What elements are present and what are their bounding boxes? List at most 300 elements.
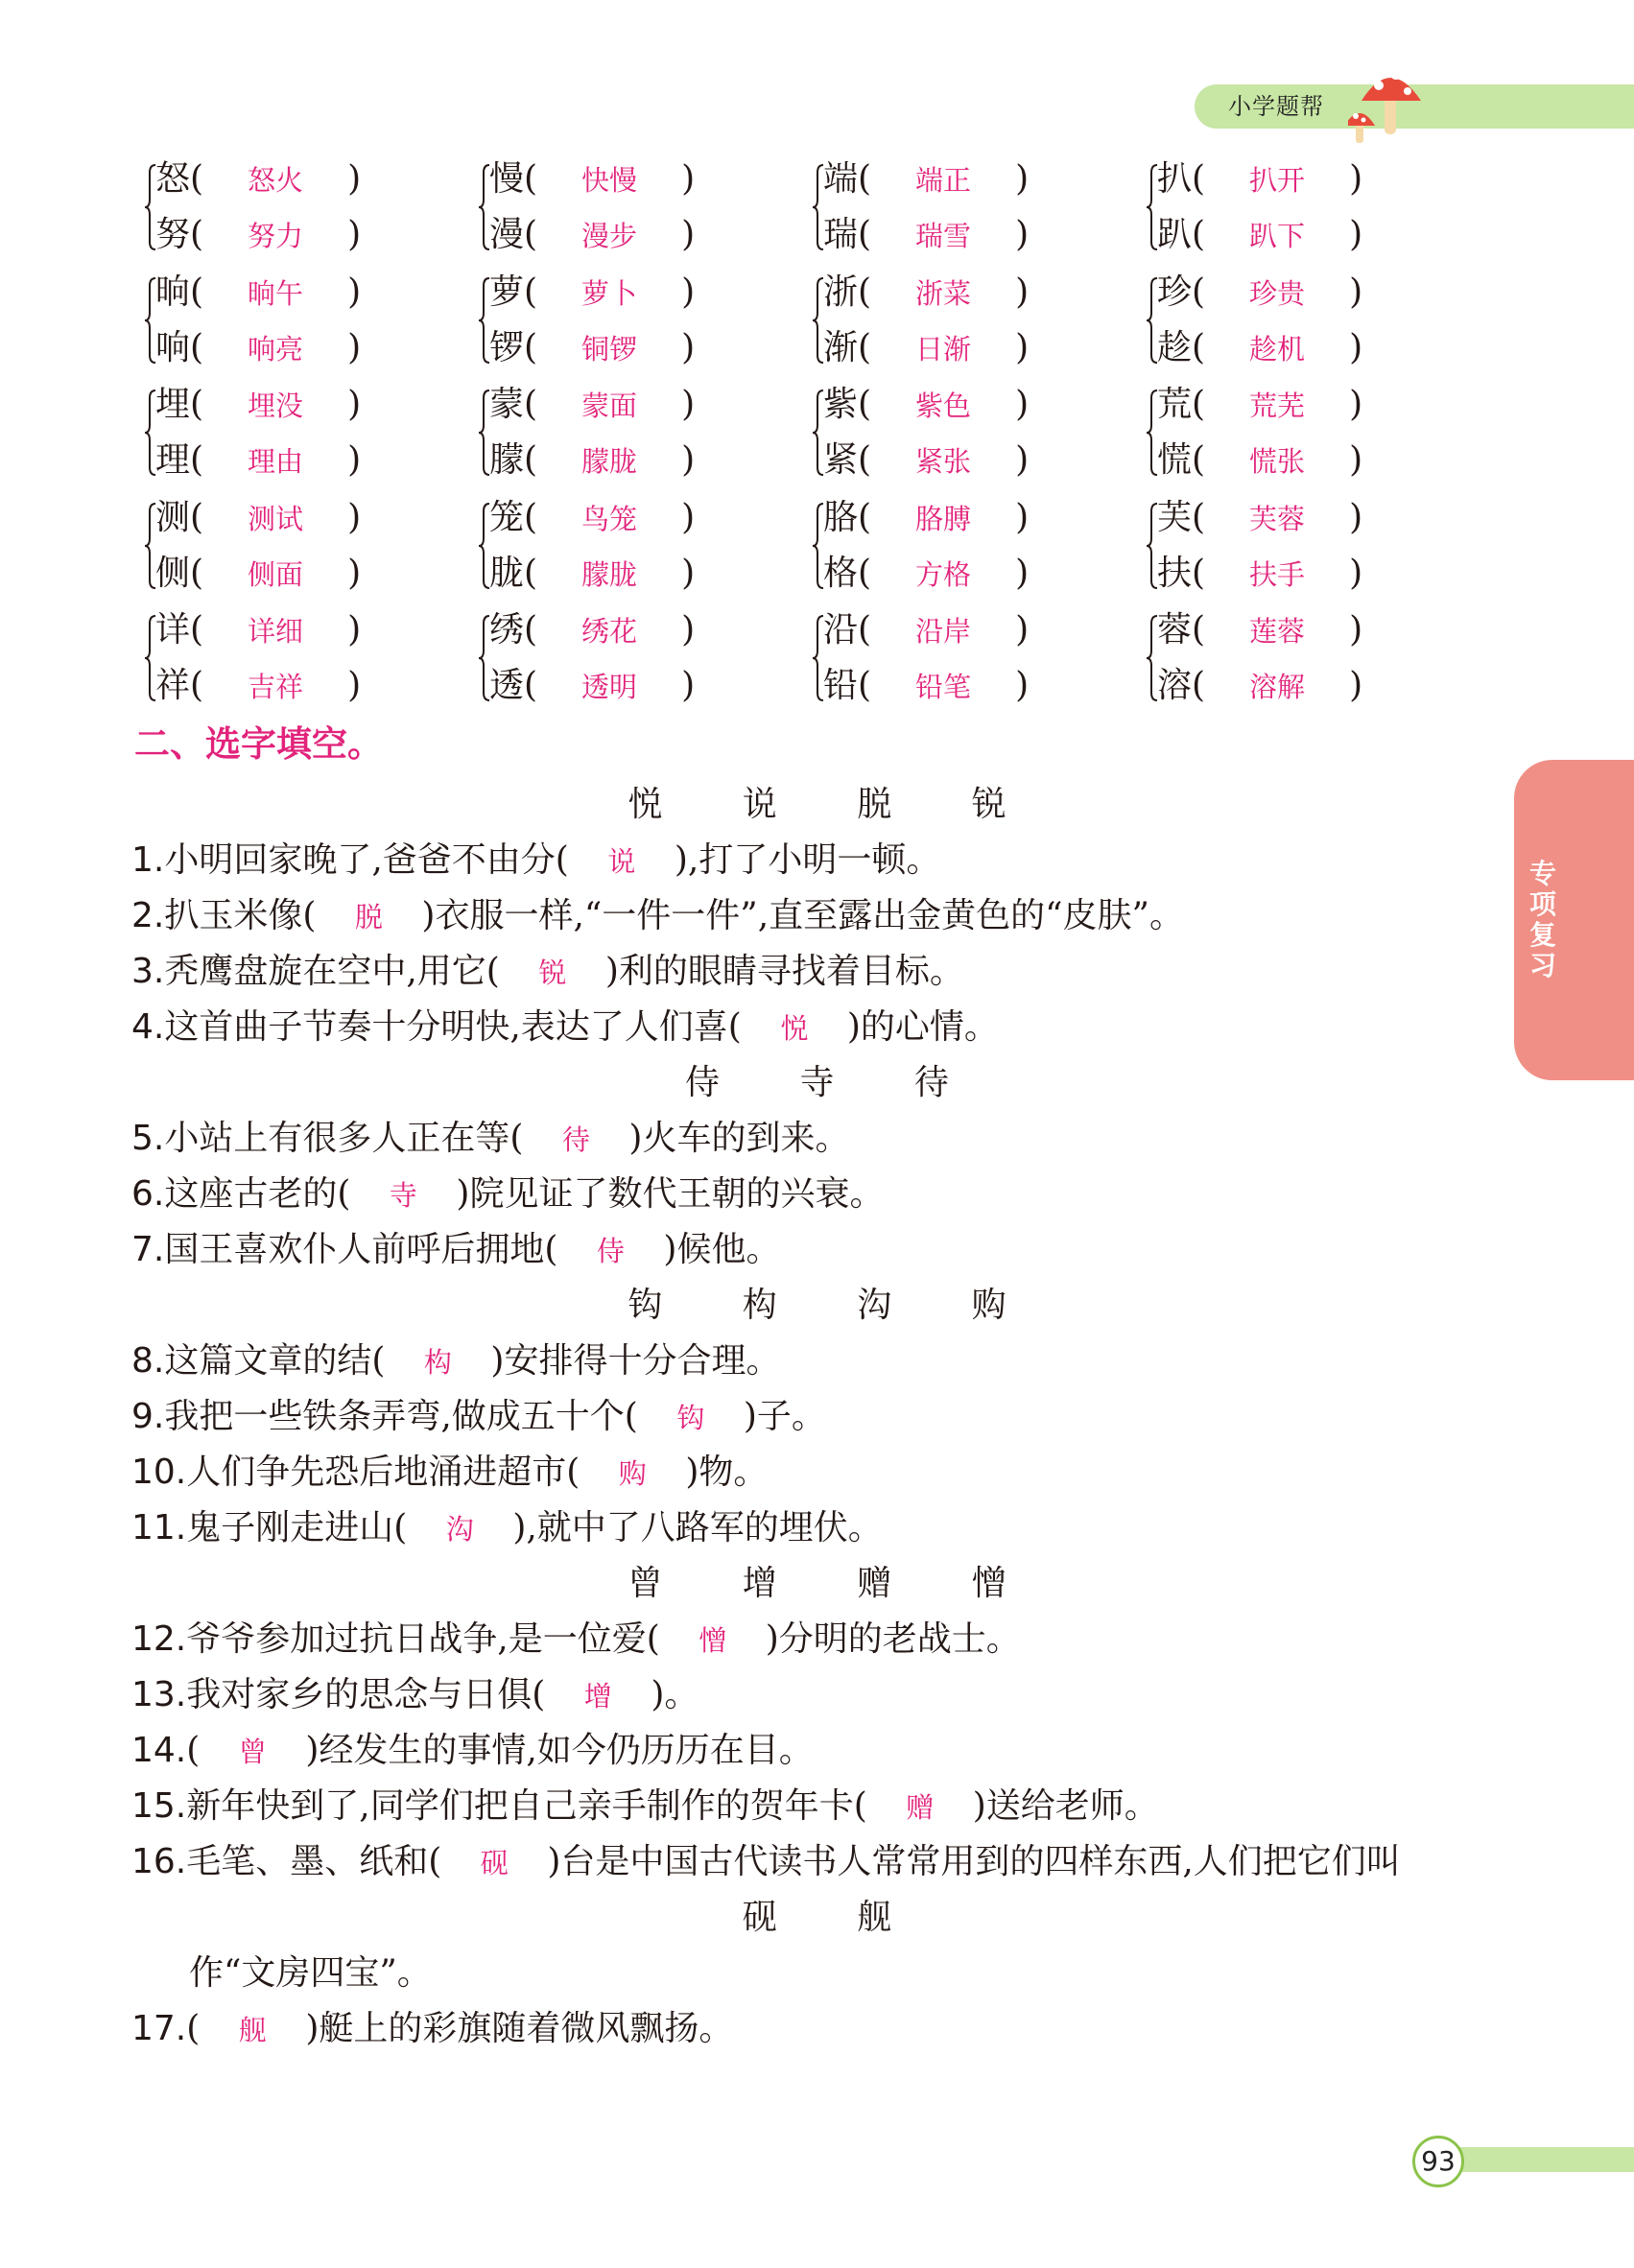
base-character: 铅 <box>823 666 859 705</box>
sentence-number: 7. <box>131 1230 165 1269</box>
sentence-before: 鬼子刚走进山( <box>186 1508 408 1547</box>
close-paren: ) <box>681 666 696 705</box>
open-paren: ( <box>1192 610 1206 650</box>
sentence-after: )的心情。 <box>846 1007 999 1047</box>
open-paren: ( <box>858 666 872 705</box>
close-paren: ) <box>681 385 696 424</box>
answer-word: 溶解 <box>1249 671 1306 703</box>
sentence-before: ( <box>186 1731 201 1770</box>
close-paren: ) <box>1015 610 1030 650</box>
mushroom-icon <box>1348 53 1463 149</box>
sentence-number: 15. <box>131 1786 187 1826</box>
answer-character: 钩 <box>676 1402 705 1434</box>
word-pair <box>478 152 794 265</box>
word-pair <box>812 377 1128 490</box>
answer-word: 趁机 <box>1249 332 1306 366</box>
pair-line-top <box>489 602 695 658</box>
choice-set: 钩 构 沟 购 <box>628 1286 1041 1325</box>
sentence-before: 作“文房四宝”。 <box>189 1953 432 1993</box>
open-paren: ( <box>1192 159 1206 199</box>
base-character: 绣 <box>489 610 525 650</box>
close-paren: ) <box>347 272 362 312</box>
sentence-line <box>131 1334 780 1390</box>
pair-line-bottom <box>155 658 361 714</box>
answer-word: 铜锣 <box>581 332 638 366</box>
sentence-number: 5. <box>131 1119 165 1158</box>
pair-line-top <box>155 490 361 546</box>
open-paren: ( <box>524 272 538 312</box>
answer-word: 芙蓉 <box>1249 502 1306 535</box>
close-paren: ) <box>347 215 362 254</box>
sentence-before: 国王喜欢仆人前呼后拥地( <box>164 1230 558 1269</box>
sentence-number: 17. <box>131 2009 187 2048</box>
sentence-number: 14. <box>131 1731 187 1770</box>
base-character: 响 <box>155 327 191 367</box>
sentence-after: )艇上的彩旗随着微风飘扬。 <box>305 2009 734 2048</box>
answer-word: 沿岸 <box>915 615 972 648</box>
sentence-after: )。 <box>651 1675 699 1714</box>
base-character: 理 <box>155 440 191 480</box>
answer-word: 绣花 <box>581 615 638 648</box>
sentence-number: 2. <box>131 896 165 935</box>
answer-word: 趴下 <box>1249 220 1306 252</box>
answer-character: 脱 <box>354 901 383 933</box>
pair-line-top <box>489 490 695 546</box>
base-character: 浙 <box>823 272 859 312</box>
pair-line-bottom <box>489 546 695 602</box>
pair-line-bottom <box>823 658 1029 714</box>
answer-word: 漫步 <box>581 220 638 252</box>
answer-character: 锐 <box>538 957 567 989</box>
sentence-before: 这篇文章的结( <box>164 1341 386 1381</box>
base-character: 详 <box>155 610 191 650</box>
open-paren: ( <box>858 440 872 480</box>
group-row <box>144 265 1391 378</box>
answer-word: 胳膊 <box>915 502 972 535</box>
open-paren: ( <box>1192 497 1206 537</box>
pair-line-bottom <box>489 658 695 714</box>
pair-line-bottom <box>155 546 361 602</box>
pair-line-bottom <box>155 320 361 376</box>
word-pair <box>478 265 794 378</box>
answer-word: 萝卜 <box>581 276 638 310</box>
pair-line-bottom <box>489 433 695 488</box>
sentence-after: ),就中了八路军的埋伏。 <box>512 1508 883 1547</box>
sentence-number: 3. <box>131 952 165 991</box>
answer-word: 浙菜 <box>915 276 972 310</box>
close-paren: ) <box>1015 497 1030 537</box>
section-title: 二、选字填空。 <box>134 723 383 765</box>
pair-line-top <box>1157 377 1362 433</box>
close-paren: ) <box>347 553 362 593</box>
word-pair <box>144 265 461 378</box>
choice-set: 侍 寺 待 <box>685 1063 983 1102</box>
answer-word: 测试 <box>248 502 304 535</box>
open-paren: ( <box>524 497 538 537</box>
sentence-number: 6. <box>131 1174 165 1214</box>
close-paren: ) <box>1015 385 1030 424</box>
open-paren: ( <box>858 159 872 199</box>
close-paren: ) <box>1349 553 1363 593</box>
close-paren: ) <box>681 440 696 480</box>
group-row <box>144 490 1391 603</box>
answer-word: 紧张 <box>915 445 972 478</box>
open-paren: ( <box>190 610 204 650</box>
word-pair <box>144 602 461 716</box>
word-pair-groups <box>144 152 1391 716</box>
base-character: 芙 <box>1157 497 1193 537</box>
open-paren: ( <box>858 327 872 367</box>
close-paren: ) <box>1349 666 1363 705</box>
base-character: 格 <box>823 553 859 593</box>
sentence-after: )送给老师。 <box>972 1786 1159 1826</box>
base-character: 扒 <box>1157 159 1193 199</box>
pair-line-bottom <box>823 546 1029 602</box>
pair-line-bottom <box>823 320 1029 376</box>
answer-word: 详细 <box>248 615 304 648</box>
close-paren: ) <box>1015 440 1030 480</box>
open-paren: ( <box>190 327 204 367</box>
close-paren: ) <box>1015 666 1030 705</box>
close-paren: ) <box>681 215 696 254</box>
answer-word: 快慢 <box>581 164 638 197</box>
pair-line-top <box>155 602 361 658</box>
pair-line-bottom <box>489 320 695 376</box>
base-character: 漫 <box>489 215 525 254</box>
base-character: 萝 <box>489 272 525 312</box>
base-character: 趴 <box>1157 215 1193 254</box>
close-paren: ) <box>347 610 362 650</box>
open-paren: ( <box>858 385 872 424</box>
word-pair <box>1146 602 1462 716</box>
pair-line-bottom <box>1157 433 1362 488</box>
pair-line-bottom <box>1157 546 1362 602</box>
sentence-before: ( <box>186 2009 201 2048</box>
answer-word: 晌午 <box>248 276 304 310</box>
answer-character: 沟 <box>445 1513 474 1546</box>
answer-word: 侧面 <box>248 557 304 591</box>
close-paren: ) <box>1349 385 1363 424</box>
word-pair <box>478 602 794 716</box>
sentence-line <box>131 1500 883 1557</box>
sentence-line <box>131 833 940 889</box>
answer-word: 扶手 <box>1249 557 1306 591</box>
pair-line-bottom <box>1157 207 1362 263</box>
open-paren: ( <box>190 215 204 254</box>
answer-word: 朦胧 <box>581 557 638 591</box>
answer-character: 憎 <box>699 1624 727 1657</box>
sentence-after: )经发生的事情,如今仍历历在目。 <box>305 1731 814 1770</box>
answer-character: 说 <box>607 845 636 878</box>
open-paren: ( <box>858 497 872 537</box>
answer-character: 曾 <box>238 1736 267 1768</box>
answer-word: 鸟笼 <box>581 502 638 535</box>
base-character: 扶 <box>1157 553 1193 593</box>
base-character: 埋 <box>155 385 191 424</box>
open-paren: ( <box>858 272 872 312</box>
sentence-before: 我把一些铁条弄弯,做成五十个( <box>164 1397 638 1436</box>
answer-word: 方格 <box>915 557 972 591</box>
sentence-before: 扒玉米像( <box>164 896 317 935</box>
pair-line-top <box>489 152 695 207</box>
open-paren: ( <box>1192 440 1206 480</box>
group-row <box>144 602 1391 716</box>
base-character: 慌 <box>1157 440 1193 480</box>
sentence-before: 我对家乡的思念与日俱( <box>186 1675 546 1714</box>
open-paren: ( <box>524 159 538 199</box>
base-character: 锣 <box>489 327 525 367</box>
open-paren: ( <box>858 553 872 593</box>
close-paren: ) <box>681 553 696 593</box>
sentence-line <box>131 1111 849 1168</box>
sentence-after: )安排得十分合理。 <box>490 1341 781 1381</box>
close-paren: ) <box>1015 159 1030 199</box>
sentence-line <box>189 1946 432 2001</box>
sentence-number: 13. <box>131 1675 187 1714</box>
answer-word: 铅笔 <box>915 671 972 703</box>
answer-word: 朦胧 <box>581 445 638 478</box>
word-pair <box>144 152 461 265</box>
answer-character: 悦 <box>780 1012 809 1045</box>
sentence-number: 8. <box>131 1341 165 1381</box>
open-paren: ( <box>524 666 538 705</box>
answer-character: 舰 <box>238 2014 267 2046</box>
sentence-before: 人们争先恐后地涌进超市( <box>186 1453 580 1492</box>
group-row <box>144 152 1391 265</box>
pair-line-top <box>155 152 361 207</box>
close-paren: ) <box>681 497 696 537</box>
close-paren: ) <box>347 440 362 480</box>
base-character: 溶 <box>1157 666 1193 705</box>
sentence-number: 4. <box>131 1007 165 1047</box>
word-pair <box>478 377 794 490</box>
answer-character: 砚 <box>480 1847 509 1879</box>
answer-word: 荒芜 <box>1249 390 1306 422</box>
pair-line-bottom <box>1157 320 1362 376</box>
answer-character: 待 <box>561 1123 590 1156</box>
answer-character: 增 <box>583 1680 612 1713</box>
open-paren: ( <box>190 553 204 593</box>
word-pair <box>812 490 1128 603</box>
word-pair <box>478 490 794 603</box>
word-pair <box>812 152 1128 265</box>
close-paren: ) <box>1349 327 1363 367</box>
base-character: 端 <box>823 159 859 199</box>
sentence-after: )院见证了数代王朝的兴衰。 <box>456 1174 885 1214</box>
open-paren: ( <box>1192 327 1206 367</box>
base-character: 怒 <box>155 159 191 199</box>
pair-line-top <box>489 265 695 320</box>
answer-word: 端正 <box>915 164 972 197</box>
open-paren: ( <box>1192 385 1206 424</box>
sentence-line <box>131 1834 1401 1891</box>
close-paren: ) <box>1349 497 1363 537</box>
base-character: 晌 <box>155 272 191 312</box>
base-character: 蒙 <box>489 385 525 424</box>
close-paren: ) <box>681 610 696 650</box>
base-character: 侧 <box>155 553 191 593</box>
word-pair <box>1146 265 1462 378</box>
sentence-before: 小站上有很多人正在等( <box>164 1119 524 1158</box>
base-character: 紧 <box>823 440 859 480</box>
word-pair <box>144 490 461 603</box>
open-paren: ( <box>524 553 538 593</box>
sentence-line <box>131 2001 733 2058</box>
sentence-line <box>131 1667 699 1724</box>
answer-word: 理由 <box>248 445 304 478</box>
sentence-after: )台是中国古代读书人常常用到的四样东西,人们把它们叫 <box>547 1842 1401 1881</box>
choice-set: 悦 说 脱 锐 <box>628 785 1041 824</box>
sentence-line <box>131 1723 814 1780</box>
sentence-number: 10. <box>131 1453 187 1492</box>
word-pair <box>1146 377 1462 490</box>
pair-line-bottom <box>155 433 361 488</box>
close-paren: ) <box>347 385 362 424</box>
answer-word: 日渐 <box>915 332 972 366</box>
sentence-after: )物。 <box>685 1453 769 1492</box>
group-row <box>144 377 1391 490</box>
close-paren: ) <box>1349 215 1363 254</box>
sentence-before: 新年快到了,同学们把自己亲手制作的贺年卡( <box>186 1786 867 1826</box>
sentence-after: )候他。 <box>663 1230 781 1269</box>
sentence-line <box>131 1167 884 1223</box>
sentence-line <box>131 1000 999 1056</box>
open-paren: ( <box>858 610 872 650</box>
page-number: 93 <box>1412 2136 1464 2187</box>
open-paren: ( <box>190 497 204 537</box>
sentence-before: 这座古老的( <box>164 1174 351 1214</box>
base-character: 紫 <box>823 385 859 424</box>
answer-word: 莲蓉 <box>1249 615 1306 648</box>
base-character: 笼 <box>489 497 525 537</box>
sentence-after: ),打了小明一顿。 <box>674 840 941 880</box>
open-paren: ( <box>524 440 538 480</box>
sentence-line <box>131 888 1184 945</box>
word-pair <box>812 602 1128 716</box>
base-character: 祥 <box>155 666 191 705</box>
sentence-line <box>131 1389 826 1446</box>
answer-word: 扒开 <box>1249 164 1306 197</box>
pair-line-top <box>155 377 361 433</box>
pair-line-top <box>489 377 695 433</box>
pair-line-bottom <box>823 207 1029 263</box>
answer-word: 响亮 <box>248 332 304 366</box>
sentence-after: )分明的老战士。 <box>765 1619 1021 1659</box>
answer-word: 慌张 <box>1249 445 1306 478</box>
close-paren: ) <box>1349 610 1363 650</box>
pair-line-top <box>1157 490 1362 546</box>
sentence-line <box>131 1779 1159 1835</box>
sentence-before: 小明回家晚了,爸爸不由分( <box>164 840 569 880</box>
base-character: 胧 <box>489 553 525 593</box>
open-paren: ( <box>524 215 538 254</box>
open-paren: ( <box>1192 215 1206 254</box>
answer-word: 埋没 <box>248 390 304 422</box>
close-paren: ) <box>681 327 696 367</box>
pair-line-top <box>823 377 1029 433</box>
close-paren: ) <box>681 159 696 199</box>
open-paren: ( <box>1192 272 1206 312</box>
answer-word: 珍贵 <box>1249 276 1306 310</box>
pair-line-top <box>823 490 1029 546</box>
pair-line-top <box>823 602 1029 658</box>
base-character: 瑞 <box>823 215 859 254</box>
base-character: 沿 <box>823 610 859 650</box>
pair-line-bottom <box>1157 658 1362 714</box>
base-character: 慢 <box>489 159 525 199</box>
pair-line-bottom <box>489 207 695 263</box>
answer-word: 努力 <box>248 220 304 252</box>
base-character: 朦 <box>489 440 525 480</box>
close-paren: ) <box>347 327 362 367</box>
open-paren: ( <box>190 666 204 705</box>
close-paren: ) <box>681 272 696 312</box>
answer-character: 赠 <box>906 1791 935 1824</box>
base-character: 努 <box>155 215 191 254</box>
close-paren: ) <box>347 666 362 705</box>
close-paren: ) <box>1349 159 1363 199</box>
word-pair <box>812 265 1128 378</box>
sentence-line <box>131 1445 768 1501</box>
answer-word: 瑞雪 <box>915 220 972 252</box>
open-paren: ( <box>190 272 204 312</box>
close-paren: ) <box>1015 272 1030 312</box>
open-paren: ( <box>524 610 538 650</box>
close-paren: ) <box>1015 215 1030 254</box>
base-character: 蓉 <box>1157 610 1193 650</box>
answer-word: 蒙面 <box>581 390 638 422</box>
pair-line-top <box>155 265 361 320</box>
open-paren: ( <box>524 385 538 424</box>
open-paren: ( <box>858 215 872 254</box>
open-paren: ( <box>1192 553 1206 593</box>
sentence-number: 9. <box>131 1397 165 1436</box>
answer-character: 侍 <box>596 1235 625 1267</box>
pair-line-top <box>823 152 1029 207</box>
sentence-before: 这首曲子节奏十分明快,表达了人们喜( <box>164 1007 742 1047</box>
answer-character: 寺 <box>389 1179 417 1212</box>
base-character: 透 <box>489 666 525 705</box>
base-character: 测 <box>155 497 191 537</box>
sentence-before: 毛笔、墨、纸和( <box>186 1842 442 1881</box>
side-tab-label: 专项复习 <box>1528 858 1556 981</box>
sentence-line <box>131 1612 1021 1668</box>
choice-set: 曾 增 赠 憎 <box>628 1564 1041 1603</box>
sentence-number: 12. <box>131 1619 187 1659</box>
sentence-number: 16. <box>131 1842 187 1881</box>
close-paren: ) <box>1015 327 1030 367</box>
answer-word: 透明 <box>581 671 638 703</box>
base-character: 渐 <box>823 327 859 367</box>
sentence-number: 11. <box>131 1508 187 1547</box>
word-pair <box>1146 490 1462 603</box>
word-pair <box>1146 152 1462 265</box>
close-paren: ) <box>347 497 362 537</box>
pair-line-bottom <box>823 433 1029 488</box>
base-character: 胳 <box>823 497 859 537</box>
word-pair <box>144 377 461 490</box>
sentence-after: )衣服一样,“一件一件”,直至露出金黄色的“皮肤”。 <box>421 896 1184 935</box>
answer-word: 紫色 <box>915 390 972 422</box>
close-paren: ) <box>347 159 362 199</box>
sentence-line <box>131 1222 780 1279</box>
sentence-before: 爷爷参加过抗日战争,是一位爱( <box>186 1619 660 1659</box>
sentence-line <box>131 944 964 1001</box>
pair-line-top <box>1157 152 1362 207</box>
close-paren: ) <box>1349 272 1363 312</box>
pair-line-top <box>823 265 1029 320</box>
pair-line-bottom <box>155 207 361 263</box>
